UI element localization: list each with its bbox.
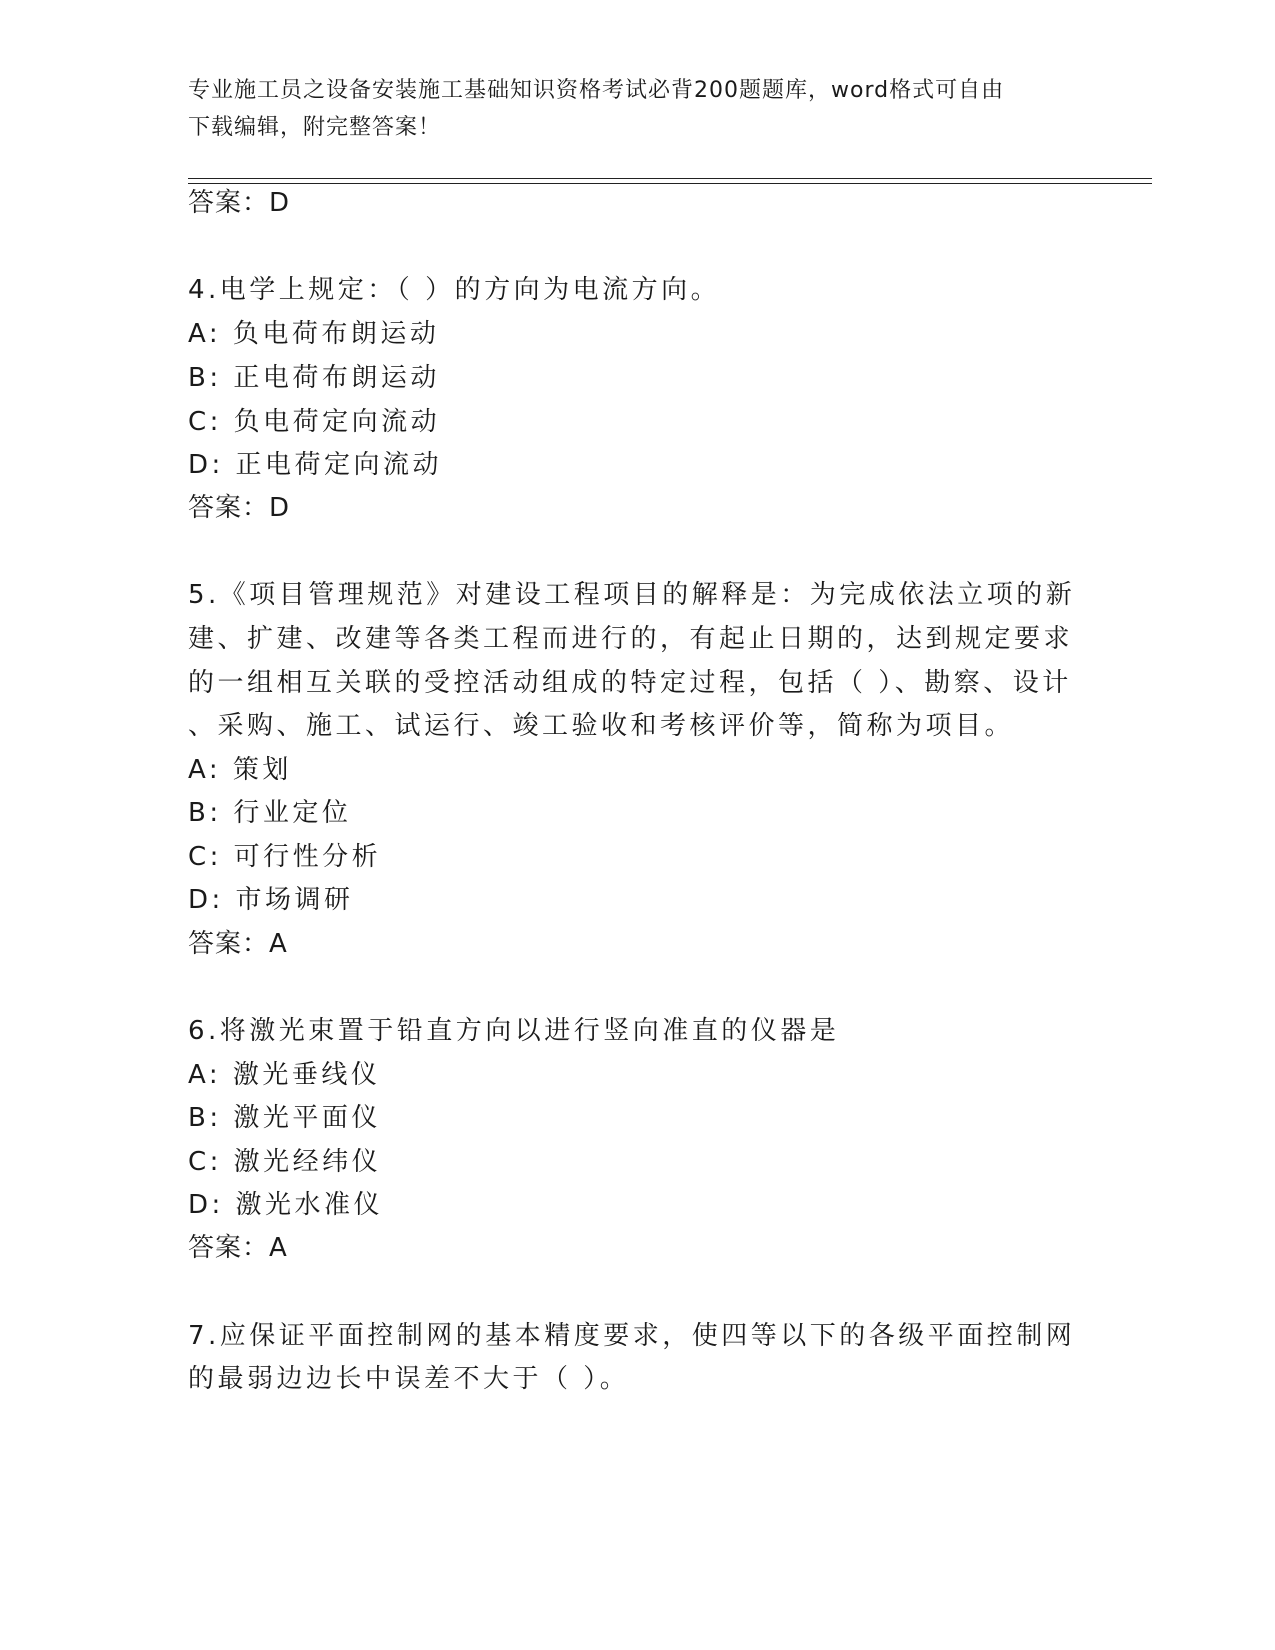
question-4-option-c: C: 负电荷定向流动 [188, 407, 441, 437]
question-5-option-d: D: 市场调研 [188, 885, 354, 915]
header-divider-bottom [188, 183, 1152, 184]
question-5-stem-line-4: 、采购、施工、试运行、竣工验收和考核评价等，简称为项目。 [188, 711, 1015, 741]
header-line-2: 下载编辑，附完整答案！ [188, 115, 442, 140]
document-header [188, 72, 1088, 146]
answer-line: 答案：D [188, 188, 291, 218]
question-4-option-d: D: 正电荷定向流动 [188, 450, 443, 480]
question-4-stem: 4.电学上规定：（ ）的方向为电流方向。 [188, 275, 721, 305]
question-6-option-b: B: 激光平面仪 [188, 1103, 381, 1133]
question-5-option-b: B: 行业定位 [188, 798, 352, 828]
question-4-option-a: A: 负电荷布朗运动 [188, 319, 440, 349]
question-5-stem-line-2: 建、扩建、改建等各类工程而进行的，有起止日期的，达到规定要求 [188, 624, 1074, 654]
question-5-answer: 答案：A [188, 929, 288, 959]
header-line-1: 专业施工员之设备安装施工基础知识资格考试必背200题题库，word格式可自由 [188, 78, 1005, 103]
question-7-stem-line-2: 的最弱边边长中误差不大于（ ）。 [188, 1364, 630, 1394]
question-6-option-a: A: 激光垂线仪 [188, 1060, 381, 1090]
question-4-option-b: B: 正电荷布朗运动 [188, 363, 440, 393]
question-6-option-d: D: 激光水准仪 [188, 1190, 384, 1220]
question-5-stem-line-1: 5.《项目管理规范》对建设工程项目的解释是：为完成依法立项的新 [188, 580, 1076, 610]
question-7-stem-line-1: 7.应保证平面控制网的基本精度要求，使四等以下的各级平面控制网 [188, 1321, 1076, 1351]
question-6-stem: 6.将激光束置于铅直方向以进行竖向准直的仪器是 [188, 1016, 840, 1046]
question-5-option-a: A: 策划 [188, 755, 292, 785]
question-6-option-c: C: 激光经纬仪 [188, 1147, 382, 1177]
question-5-stem-line-3: 的一组相互关联的受控活动组成的特定过程，包括（ ）、勘察、设计 [188, 668, 1072, 698]
question-4-answer: 答案：D [188, 493, 291, 523]
question-6-answer: 答案：A [188, 1233, 288, 1263]
header-divider-top [188, 178, 1152, 179]
question-5-option-c: C: 可行性分析 [188, 842, 382, 872]
